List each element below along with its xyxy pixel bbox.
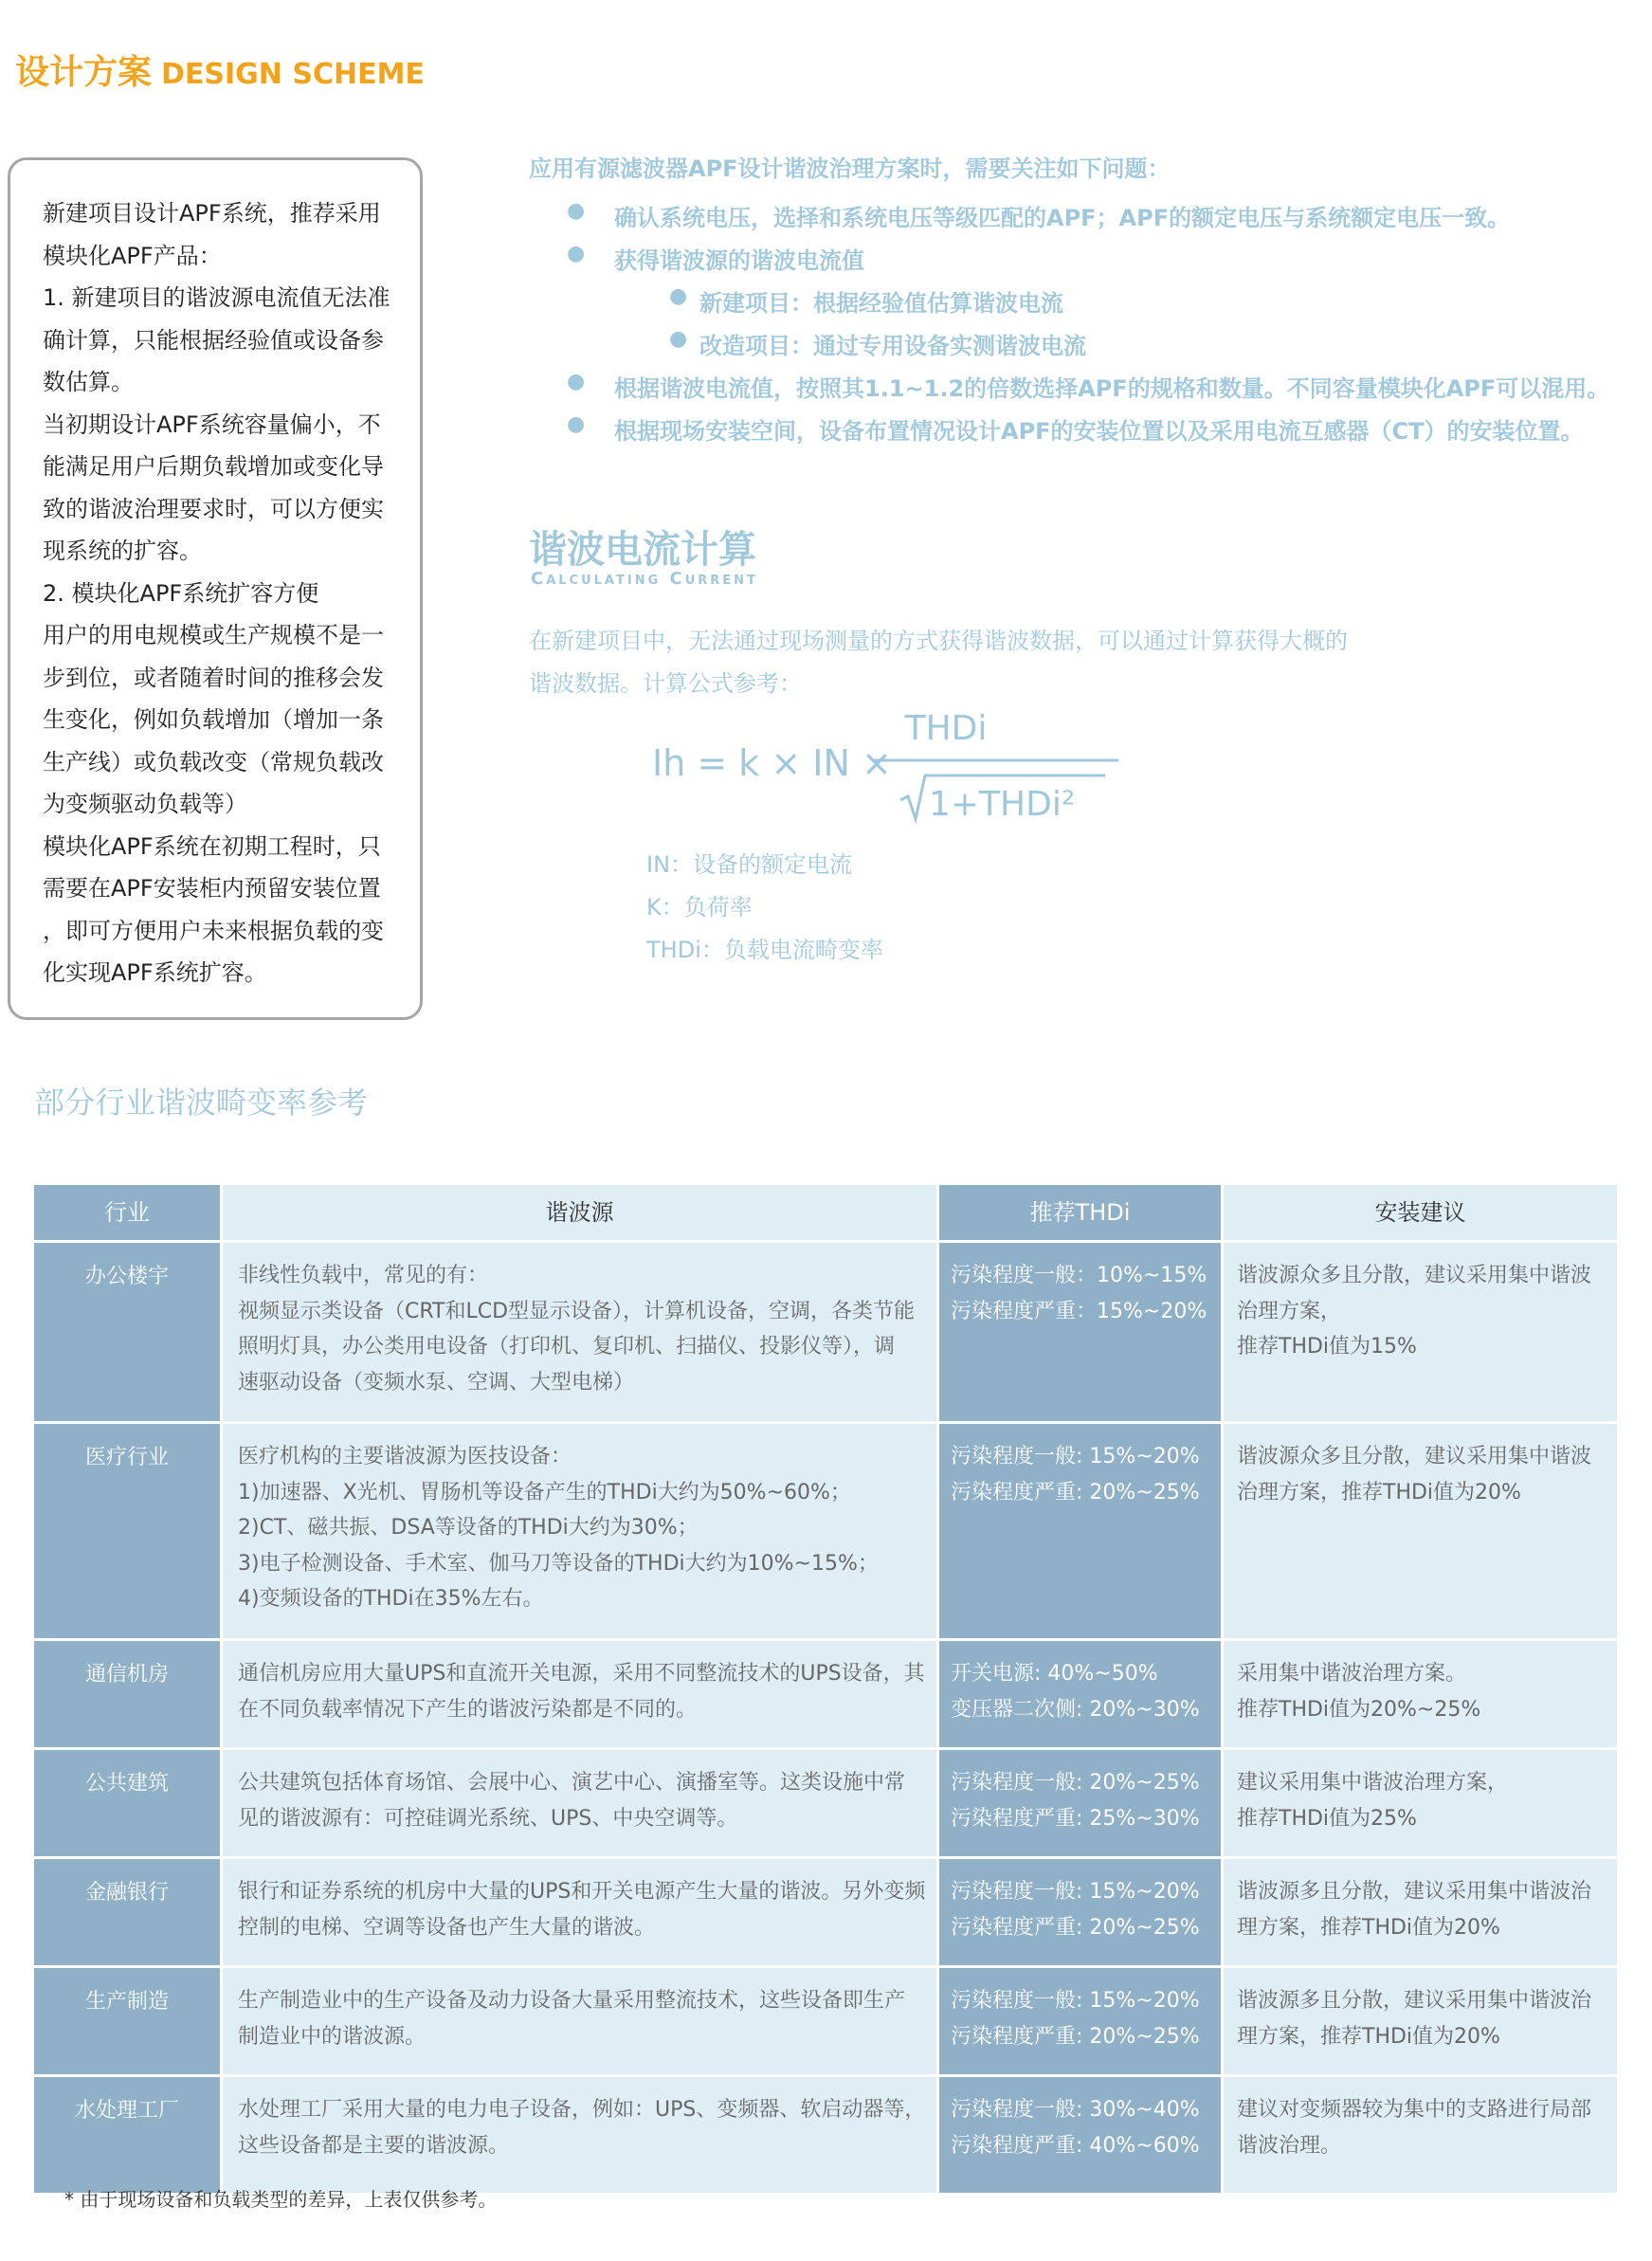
bullet-icon: ● <box>567 242 586 265</box>
source-cell <box>220 2077 936 2193</box>
thdi-cell-line: 开关电源: 40%~50% <box>951 1662 1158 1686</box>
source-cell-line: 见的谐波源有：可控硅调光系统、UPS、中央空调等。 <box>238 1806 738 1831</box>
thdi-cell <box>936 1641 1221 1747</box>
source-cell-line: 制造业中的谐波源。 <box>238 2024 427 2049</box>
advice-cell-line: 谐波源多且分散，建议采用集中谐波治 <box>1237 1989 1592 2013</box>
table-row <box>34 1859 1617 1965</box>
advice-cell-line: 推荐THDi值为25% <box>1237 1806 1417 1831</box>
source-cell <box>220 1750 936 1856</box>
advice-cell <box>1221 1968 1617 2074</box>
formula-denominator: 1+THDi² <box>929 785 1076 824</box>
advice-cell <box>1221 2077 1617 2193</box>
advice-cell <box>1221 1750 1617 1856</box>
advice-cell-line: 谐波治理。 <box>1237 2133 1342 2158</box>
box-line: 需要在APF安装柜内预留安装位置 <box>43 875 381 902</box>
source-cell-line: 生产制造业中的生产设备及动力设备大量采用整流技术，这些设备即生产 <box>238 1989 906 2013</box>
formula-lhs: Ih = k × IN × <box>652 742 892 784</box>
source-cell <box>220 1243 936 1421</box>
box-line: 数估算。 <box>43 369 134 395</box>
advice-cell-line: 建议对变频器较为集中的支路进行局部 <box>1237 2098 1592 2122</box>
box-line: 模块化APF系统在初期工程时，只 <box>43 832 381 860</box>
calc-text-line1: 在新建项目中，无法通过现场测量的方式获得谐波数据，可以通过计算获得大概的 <box>529 628 1348 654</box>
box-line: 生变化，例如负载增加（增加一条 <box>43 706 384 733</box>
advice-cell-line: 理方案，推荐THDi值为20% <box>1237 1915 1500 1940</box>
source-cell-line: 4)变频设备的THDi在35%左右。 <box>238 1587 544 1611</box>
advice-cell <box>1221 1859 1617 1965</box>
box-line: 能满足用户后期负载增加或变化导 <box>43 453 384 480</box>
source-cell-line: 医疗机构的主要谐波源为医技设备： <box>238 1445 572 1468</box>
design-item <box>567 199 1511 232</box>
advice-cell-line: 治理方案，推荐THDi值为20% <box>1237 1480 1521 1504</box>
box-line: 化实现APF系统扩容。 <box>43 959 267 986</box>
header-source: 谐波源 <box>220 1185 936 1240</box>
thdi-cell-line: 污染程度一般: 30%~40% <box>951 2098 1200 2122</box>
thdi-cell <box>936 2077 1221 2193</box>
box-line: 1. 新建项目的谐波源电流值无法准 <box>43 284 390 311</box>
table-row <box>34 1641 1617 1747</box>
box-line: 生产线）或负载改变（常规负载改 <box>43 748 384 775</box>
source-cell-line: 视频显示类设备（CRT和LCD型显示设备），计算机设备，空调，各类节能 <box>238 1299 916 1323</box>
source-cell-line: 通信机房应用大量UPS和直流开关电源，采用不同整流技术的UPS设备，其 <box>238 1662 925 1686</box>
source-cell-line: 非线性负载中，常见的有： <box>238 1264 489 1287</box>
formula-numerator: THDi <box>904 709 988 748</box>
thdi-cell-line: 污染程度一般：10%~15% <box>951 1264 1207 1287</box>
source-cell <box>220 1424 936 1638</box>
var-k: K：负荷率 <box>646 894 753 921</box>
source-cell-line: 照明灯具，办公类用电设备（打印机、复印机、扫描仪、投影仪等），调 <box>238 1335 896 1358</box>
thdi-cell <box>936 1859 1221 1965</box>
header-thdi: 推荐THDi <box>936 1185 1221 1240</box>
apf-recommendation-box <box>8 157 423 1020</box>
thdi-cell-line: 污染程度严重: 25%~30% <box>951 1806 1200 1831</box>
thdi-cell-line: 污染程度一般: 15%~20% <box>951 1880 1200 1904</box>
design-item-text: 确认系统电压，选择和系统电压等级匹配的APF；APF的额定电压与系统额定电压一致。 <box>614 205 1511 231</box>
design-item <box>567 412 1584 446</box>
thdi-cell-line: 污染程度严重: 20%~25% <box>951 1480 1200 1504</box>
industry-cell: 公共建筑 <box>34 1750 220 1856</box>
source-cell-line: 速驱动设备（变频水泵、空调、大型电梯） <box>238 1370 635 1395</box>
box-line: 为变频驱动负载等） <box>43 791 247 817</box>
design-sub-item <box>669 284 1063 318</box>
advice-cell-line: 谐波源众多且分散，建议采用集中谐波 <box>1237 1445 1592 1468</box>
advice-cell-line: 建议采用集中谐波治理方案， <box>1237 1771 1509 1795</box>
table-footnote: * 由于现场设备和负载类型的差异，上表仅供参考。 <box>64 2188 498 2211</box>
calc-text-line2: 谐波数据。计算公式参考： <box>529 670 802 697</box>
advice-cell <box>1221 1641 1617 1747</box>
advice-cell-line: 采用集中谐波治理方案。 <box>1237 1662 1467 1686</box>
industry-cell: 医疗行业 <box>34 1424 220 1638</box>
header-title-en: DESIGN SCHEME <box>161 58 425 91</box>
table-row <box>34 1750 1617 1856</box>
advice-cell <box>1221 1424 1617 1638</box>
box-line: 当初期设计APF系统容量偏小，不 <box>43 410 381 438</box>
bullet-icon: ● <box>567 199 586 223</box>
thdi-cell-line: 污染程度严重：15%~20% <box>951 1299 1207 1323</box>
advice-cell-line: 推荐THDi值为15% <box>1237 1335 1417 1358</box>
thdi-cell-line: 污染程度严重: 20%~25% <box>951 2024 1200 2049</box>
design-intro: 应用有源滤波器APF设计谐波治理方案时，需要关注如下问题： <box>529 155 1171 182</box>
bullet-icon: ● <box>669 327 688 351</box>
industry-cell: 生产制造 <box>34 1968 220 2074</box>
table-row <box>34 2077 1617 2193</box>
source-cell <box>220 1968 936 2074</box>
industry-cell: 金融银行 <box>34 1859 220 1965</box>
box-line: 用户的用电规模或生产规模不是一 <box>43 622 384 648</box>
design-item <box>567 242 864 275</box>
box-line: 模块化APF产品： <box>43 242 222 269</box>
design-item <box>567 370 1610 403</box>
design-sub-item-text: 新建项目：根据经验值估算谐波电流 <box>699 290 1063 317</box>
source-cell-line: 水处理工厂采用大量的电力电子设备，例如：UPS、变频器、软启动器等， <box>238 2098 926 2122</box>
calc-title: 谐波电流计算 <box>529 528 756 572</box>
thdi-cell <box>936 1750 1221 1856</box>
source-cell-line: 在不同负载率情况下产生的谐波污染都是不同的。 <box>238 1697 698 1722</box>
source-cell <box>220 1641 936 1747</box>
advice-cell-line: 谐波源众多且分散，建议采用集中谐波 <box>1237 1264 1592 1287</box>
source-cell-line: 1)加速器、X光机、胃肠机等设备产生的THDi大约为50%~60%； <box>238 1480 851 1504</box>
design-item-text: 获得谐波源的谐波电流值 <box>614 247 864 274</box>
advice-cell-line: 推荐THDi值为20%~25% <box>1237 1697 1481 1722</box>
table-row <box>34 1243 1617 1421</box>
harmonic-current-formula <box>644 702 1137 834</box>
source-cell-line: 控制的电梯、空调等设备也产生大量的谐波。 <box>238 1915 656 1940</box>
box-line: 步到位，或者随着时间的推移会发 <box>43 664 384 691</box>
bullet-icon: ● <box>669 284 688 308</box>
thdi-cell <box>936 1424 1221 1638</box>
header-advice: 安装建议 <box>1221 1185 1617 1240</box>
thdi-cell <box>936 1243 1221 1421</box>
page-header <box>15 46 425 94</box>
industry-cell: 办公楼宇 <box>34 1243 220 1421</box>
header-title-zh: 设计方案 <box>15 53 153 92</box>
advice-cell-line: 理方案，推荐THDi值为20% <box>1237 2024 1500 2049</box>
source-cell-line: 银行和证券系统的机房中大量的UPS和开关电源产生大量的谐波。另外变频 <box>238 1880 926 1904</box>
box-line: 现系统的扩容。 <box>43 538 202 564</box>
advice-cell-line: 谐波源多且分散，建议采用集中谐波治 <box>1237 1880 1592 1904</box>
box-line: ，即可方便用户未来根据负载的变 <box>43 917 384 944</box>
table-header-row <box>34 1185 1617 1240</box>
thdi-cell <box>936 1968 1221 2074</box>
thdi-cell-line: 污染程度一般: 15%~20% <box>951 1989 1200 2013</box>
box-line: 致的谐波治理要求时，可以方便实 <box>43 495 384 522</box>
header-industry: 行业 <box>34 1185 220 1240</box>
source-cell <box>220 1859 936 1965</box>
source-cell-line: 3)电子检测设备、手术室、伽马刀等设备的THDi大约为10%~15%； <box>238 1551 879 1576</box>
thdi-cell-line: 污染程度严重: 40%~60% <box>951 2133 1200 2158</box>
design-item-text: 根据现场安装空间，设备布置情况设计APF的安装位置以及采用电流互感器（CT）的安装位置。 <box>614 418 1584 445</box>
box-line: 2. 模块化APF系统扩容方便 <box>43 579 319 607</box>
advice-cell-line: 治理方案， <box>1237 1299 1342 1323</box>
table-row <box>34 1424 1617 1638</box>
calc-subtitle: Calculating Current <box>531 569 758 589</box>
thdi-cell-line: 污染程度一般: 15%~20% <box>951 1445 1200 1468</box>
thdi-cell-line: 污染程度一般: 20%~25% <box>951 1771 1200 1795</box>
box-line: 确计算，只能根据经验值或设备参 <box>43 326 384 354</box>
design-item-text: 根据谐波电流值，按照其1.1~1.2的倍数选择APF的规格和数量。不同容量模块化APF可以混用。 <box>614 375 1610 402</box>
design-sub-item-text: 改造项目：通过专用设备实测谐波电流 <box>699 333 1086 359</box>
source-cell-line: 2)CT、磁共振、DSA等设备的THDi大约为30%； <box>238 1516 699 1540</box>
box-line: 新建项目设计APF系统，推荐采用 <box>43 200 381 227</box>
thdi-cell-line: 变压器二次侧: 20%~30% <box>951 1697 1200 1722</box>
table-row <box>34 1968 1617 2074</box>
var-thdi: THDi：负载电流畸变率 <box>646 937 883 963</box>
bullet-icon: ● <box>567 412 586 436</box>
industry-cell: 水处理工厂 <box>34 2077 220 2193</box>
advice-cell <box>1221 1243 1617 1421</box>
industry-cell: 通信机房 <box>34 1641 220 1747</box>
bullet-icon: ● <box>567 370 586 393</box>
var-in: IN：设备的额定电流 <box>646 851 853 878</box>
thdi-cell-line: 污染程度严重: 20%~25% <box>951 1915 1200 1940</box>
design-sub-item <box>669 327 1086 360</box>
source-cell-line: 公共建筑包括体育场馆、会展中心、演艺中心、演播室等。这类设施中常 <box>238 1771 906 1795</box>
reference-title: 部分行业谐波畸变率参考 <box>34 1085 369 1121</box>
source-cell-line: 这些设备都是主要的谐波源。 <box>238 2133 510 2158</box>
